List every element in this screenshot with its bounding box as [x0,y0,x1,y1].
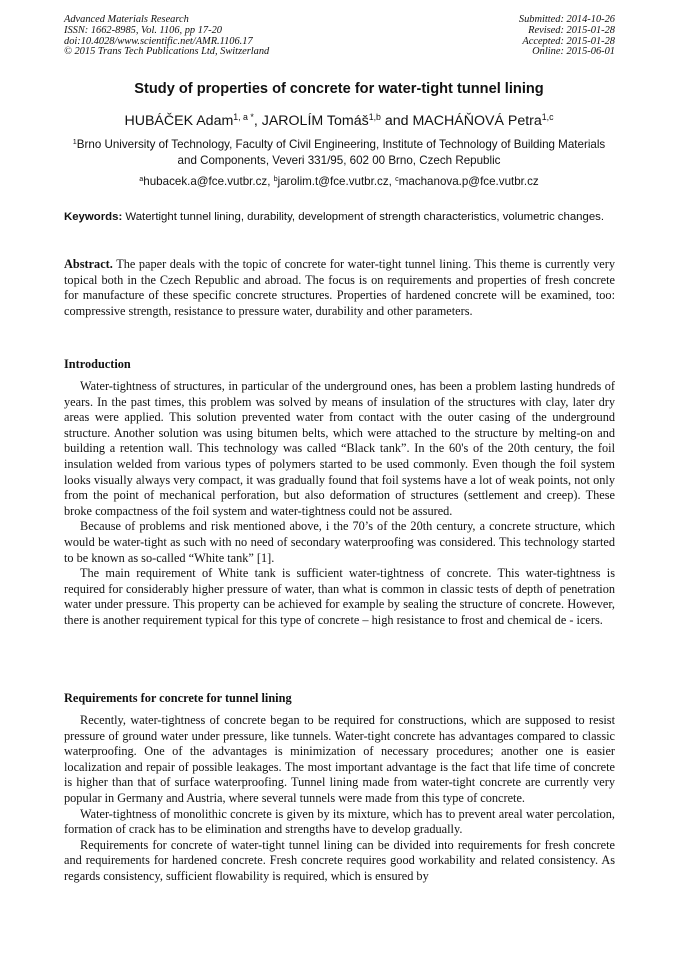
affiliation-text: Brno University of Technology, Faculty of Civil Engineering, Institute of Technology of Building Materials and Components, Veveri 331/95, 602 00 Brno, Czech Republic [76,138,606,167]
paragraph: Because of problems and risk mentioned above, i the 70’s of the 20th century, a concrete structure, which would be water-tight as such with no need of secondary waterproofing was considered. This technology started to be known as so-called “White tank” [1]. [64,519,615,565]
doi-line: doi:10.4028/www.scientific.net/AMR.1106.17 [64,35,253,47]
revised-date: Revised: 2015-01-28 [528,24,615,36]
paragraph: Recently, water-tightness of concrete began to be required for constructions, which are supposed to resist pressure of ground water under pressure, like tunnels. Water-tight concrete has advantages compared to classic waterproofing. One of the advantages is minimization of necessary procedures; another one is easier localization and repair of possible leakages. The most important advantage is the fact that life time of concrete is higher than that of surface waterproofing. Tunnel lining made from water-tight concrete are currently very popular in Germany and Austria, where several tunnels were made from this type of concrete. [64,713,615,805]
journal-info [64,15,269,58]
author-separator: and [380,113,413,129]
copyright-line: © 2015 Trans Tech Publications Ltd, Switzerland [64,46,270,58]
author-name: JAROLÍM Tomáš [261,113,369,129]
paragraph: Water-tightness of structures, in particular of the underground ones, has been a problem lasting hundreds of years. In the past times, this problem was solved by means of insulation of the structures with clay, later dry areas were applied. This solution prevented water from contact with the outer casing of the underground structure. Another solution was using bitumen belts, which were attached to the structure by melting-on and building a retention wall. This technology was called “Black tank”. In the 60's of the 20th century, the foil insulation welded from various types of polymers started to be used commonly. Even though the foil system looks visually always very compact, it was gradually found that foil systems have a lot of weak points, not only from the point of mechanical perforation, but also deformation of structures (settlement and creep). These broke compactness of the foil system and water-tightness could not be assured. [64,379,615,518]
abstract [64,257,615,319]
keywords-text: Watertight tunnel lining, durability, development of strength characteristics, volumetric changes. [122,211,605,223]
abstract-label: Abstract. [64,257,113,271]
email-mark: b [273,174,278,184]
email-mark: a [139,174,144,184]
email-separator: , [388,175,396,188]
author-mark: 1,b [368,112,381,123]
author-name: HUBÁČEK Adam [124,113,234,129]
email-list [0,175,678,188]
requirements-body [64,713,615,885]
email-address[interactable]: machanova.p@fce.vutbr.cz [398,175,539,188]
keywords [64,210,615,226]
keywords-label: Keywords: [64,211,123,223]
issn-line: ISSN: 1662-8985, Vol. 1106, pp 17-20 [64,24,222,36]
accepted-date: Accepted: 2015-01-28 [522,35,615,47]
submitted-date: Submitted: 2014-10-26 [518,14,615,25]
author-mark: 1,c [541,112,554,123]
paragraph: The main requirement of White tank is sufficient water-tightness of concrete. This water-tightness is required for considerably higher pressure of water, than what is common in classic tests of depth of penetration water under pressure. This property can be achieved for example by sealing the structure of concrete. However, there is another requirement typical for this type of concrete – high resistance to frost and chemical de - icers. [64,566,615,627]
author-name: MACHÁŇOVÁ Petra [412,113,542,129]
email-address[interactable]: jarolim.t@fce.vutbr.cz [277,175,389,188]
introduction-body [64,379,615,629]
affiliation [64,137,614,168]
author-list [0,113,678,129]
paragraph: Water-tightness of monolithic concrete is given by its mixture, which has to prevent areal water percolation, formation of crack has to be elimination and strengths have to develop gradually. [64,806,615,837]
email-mark: c [395,174,399,184]
online-date: Online: 2015-06-01 [532,46,615,58]
abstract-text: The paper deals with the topic of concrete for water-tight tunnel lining. This theme is currently very topical both in the Czech Republic and abroad. The focus is on requirements and properties of fresh concrete for manufacture of these specific concrete structures. Properties of hardened concrete will be examined, too: compressive strength, resistance to pressure water, durability and other parameters. [64,257,615,318]
email-address[interactable]: hubacek.a@fce.vutbr.cz [143,175,268,188]
section-heading-requirements: Requirements for concrete for tunnel lining [64,691,292,705]
journal-name: Advanced Materials Research [64,14,189,25]
section-heading-introduction: Introduction [64,357,131,371]
email-separator: , [267,175,274,188]
author-separator: , [253,113,262,129]
publication-dates [519,15,615,58]
author-mark: 1, a * [233,112,254,123]
paragraph: Requirements for concrete of water-tight tunnel lining can be divided into requirements for fresh concrete and requirements for hardened concrete. Fresh concrete requires good workability and related consistency. As regards consistency, sufficient flowability is required, which is ensured by [64,837,615,883]
paper-title: Study of properties of concrete for water-tight tunnel lining [134,81,544,97]
affiliation-mark: 1 [72,137,77,147]
